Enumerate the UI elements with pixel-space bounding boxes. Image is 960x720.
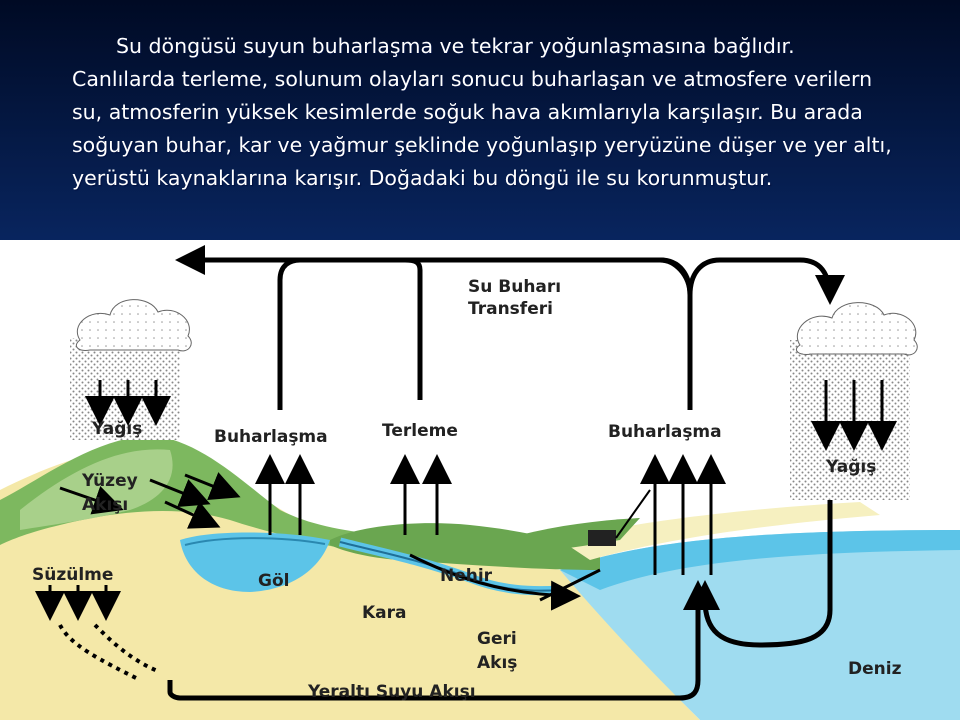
- label-return-flow-1: Geri: [477, 629, 517, 649]
- label-vapor-transfer-2: Transferi: [468, 299, 553, 319]
- label-transpiration: Terleme: [382, 421, 458, 441]
- label-land: Kara: [362, 603, 407, 623]
- label-sea: Deniz: [848, 659, 902, 679]
- water-cycle-diagram: [0, 240, 960, 720]
- label-infiltration: Süzülme: [32, 565, 114, 585]
- label-rain-right: Yağış: [826, 457, 877, 477]
- boat: [588, 530, 616, 546]
- label-surface-flow-1: Yüzey: [82, 471, 138, 491]
- label-river: Nehir: [440, 566, 493, 586]
- label-lake: Göl: [258, 571, 290, 591]
- label-surface-flow-2: Akışı: [82, 495, 129, 515]
- label-rain-left: Yağış: [92, 419, 143, 439]
- label-vapor-transfer-1: Su Buharı: [468, 277, 562, 297]
- label-evap-left: Buharlaşma: [214, 427, 328, 447]
- label-evap-right: Buharlaşma: [608, 422, 722, 442]
- label-return-flow-2: Akış: [477, 653, 518, 673]
- caption-text: [72, 30, 902, 195]
- caption-body: Su döngüsü suyun buharlaşma ve tekrar yoğunlaşmasına bağlıdır. Canlılarda terleme, solunum olayları sonucu buharlaşan ve atmosfere verilern su, atmosferin yüksek kesimlerde soğuk hava akımlarıyla karşılaşır. Bu arada soğuyan buhar, kar ve yağmur şeklinde yoğunlaşıp yeryüzüne düşer ve yer altı, yerüstü kaynaklarına karışır. Doğadaki bu döngü ile su korunmuştur.: [72, 34, 892, 190]
- label-groundwater: Yeraltı Suyu Akışı: [308, 682, 476, 702]
